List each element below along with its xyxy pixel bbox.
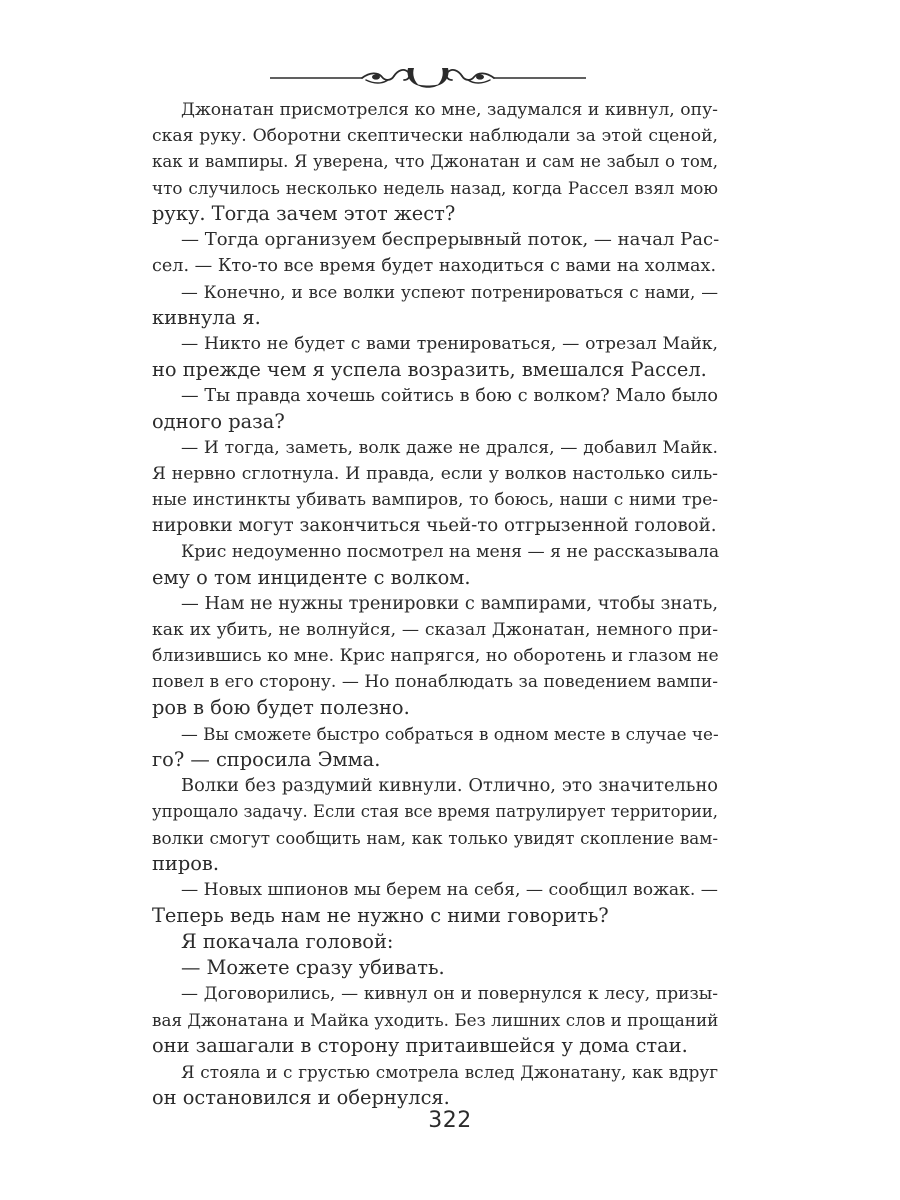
text-line: упрощало задачу. Если стая все время патрулирует территории, bbox=[152, 802, 718, 821]
page-number: 322 bbox=[428, 1108, 472, 1133]
text-line: Я покачала головой: bbox=[181, 930, 394, 953]
text-line: сел. — Кто-то все время будет находиться с вами на холмах. bbox=[152, 256, 717, 276]
text-line: они зашагали в сторону притаившейся у дома стаи. bbox=[152, 1034, 688, 1057]
text-line: ему о том инциденте с волком. bbox=[152, 566, 471, 589]
text-line: — Ты правда хочешь сойтись в бою с волком? Мало было bbox=[181, 386, 718, 406]
text-line: Теперь ведь нам не нужно с ними говорить? bbox=[152, 904, 609, 927]
text-line: что случилось несколько недель назад, когда Рассел взял мою bbox=[152, 178, 718, 198]
text-line: ров в бою будет полезно. bbox=[152, 696, 410, 719]
text-line: Волки без раздумий кивнули. Отлично, это значительно bbox=[181, 775, 718, 796]
text-line: — Можете сразу убивать. bbox=[181, 956, 445, 979]
body-text bbox=[152, 97, 718, 1111]
text-line: кивнула я. bbox=[152, 306, 261, 329]
text-line: ская руку. Оборотни скептически наблюдали за этой сценой, bbox=[152, 126, 718, 146]
text-line: пиров. bbox=[152, 852, 220, 875]
text-line: волки смогут сообщить нам, как только увидят скопление вам- bbox=[152, 828, 718, 848]
text-line: нировки могут закончиться чьей-то отгрызенной головой. bbox=[152, 515, 717, 536]
text-line: близившись ко мне. Крис напрягся, но оборотень и глазом не bbox=[152, 646, 719, 666]
text-line: — Нам не нужны тренировки с вампирами, чтобы знать, bbox=[181, 593, 718, 614]
text-line: — Договорились, — кивнул он и повернулся к лесу, призы- bbox=[181, 984, 718, 1004]
text-line: но прежде чем я успела возразить, вмешался Рассел. bbox=[152, 358, 707, 381]
text-line: руку. Тогда зачем этот жест? bbox=[152, 202, 456, 225]
text-line: как и вампиры. Я уверена, что Джонатан и сам не забыл о том, bbox=[152, 152, 718, 171]
text-line: Я стояла и с грустью смотрела вслед Джонатану, как вдруг bbox=[181, 1062, 718, 1082]
text-line: ные инстинкты убивать вампиров, то боюсь, наши с ними тре- bbox=[152, 490, 718, 510]
text-line: Я нервно сглотнула. И правда, если у волков настолько силь- bbox=[152, 464, 718, 484]
text-line: вая Джонатана и Майка уходить. Без лишних слов и прощаний bbox=[152, 1010, 719, 1030]
text-line: Крис недоуменно посмотрел на меня — я не рассказывала bbox=[181, 542, 720, 562]
text-line: повел в его сторону. — Но понаблюдать за поведением вампи- bbox=[152, 672, 718, 692]
text-line: как их убить, не волнуйся, — сказал Джонатан, немного при- bbox=[152, 620, 718, 640]
text-line: Джонатан присмотрелся ко мне, задумался и кивнул, опу- bbox=[181, 100, 718, 120]
text-line: — И тогда, заметь, волк даже не дрался, — добавил Майк. bbox=[181, 438, 718, 458]
text-line: го? — спросила Эмма. bbox=[152, 748, 381, 771]
text-line: одного раза? bbox=[152, 410, 285, 433]
text-line: он остановился и обернулся. bbox=[152, 1086, 450, 1109]
text-line: — Конечно, и все волки успеют потренироваться с нами, — bbox=[181, 282, 718, 302]
text-line: — Никто не будет с вами тренироваться, — отрезал Майк, bbox=[181, 334, 718, 354]
header-ornament-divider bbox=[270, 62, 586, 92]
text-line: — Вы сможете быстро собраться в одном месте в случае че- bbox=[181, 724, 719, 744]
text-line: — Новых шпионов мы берем на себя, — сообщил вожак. — bbox=[181, 880, 718, 900]
text-line: — Тогда организуем беспрерывный поток, — начал Рас- bbox=[181, 229, 720, 250]
